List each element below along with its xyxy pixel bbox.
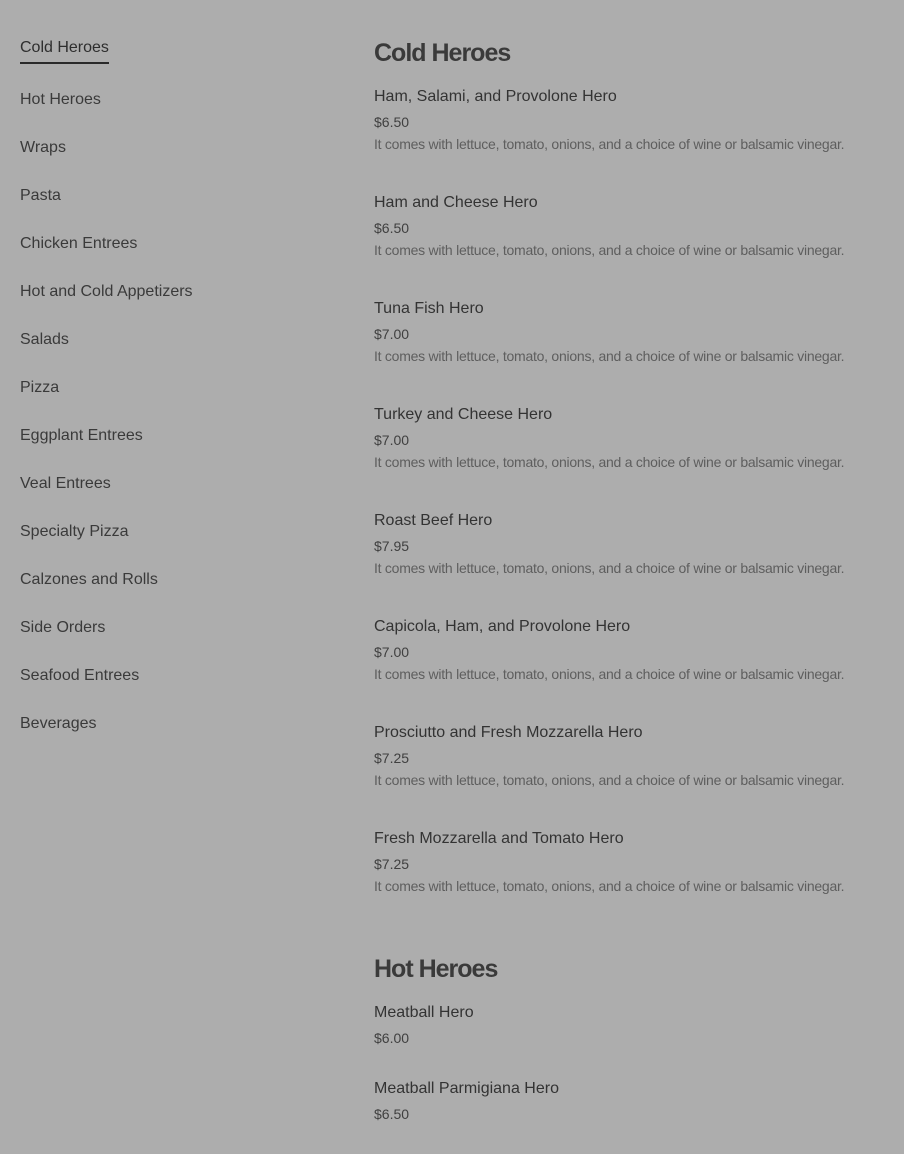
item-price: $7.25 [374,856,410,872]
nav-item-specialty-pizza[interactable] [20,520,320,568]
menu-item[interactable] [374,404,894,472]
nav-item-label: Eggplant Entrees [20,427,143,444]
menu-item[interactable] [374,828,894,896]
menu-item[interactable] [374,510,894,578]
item-description: It comes with lettuce, tomato, onions, and a choice of wine or balsamic vinegar. [374,136,845,152]
nav-item-label: Side Orders [20,619,106,636]
menu-content [374,36,894,1154]
nav-item-label: Hot Heroes [20,91,101,108]
nav-item-label: Chicken Entrees [20,235,138,252]
section-title: Cold Heroes [374,39,511,67]
section-title: Hot Heroes [374,955,498,983]
nav-item-hot-heroes[interactable] [20,88,320,136]
item-price: $7.00 [374,432,410,448]
nav-item-cold-heroes[interactable] [20,36,320,88]
nav-item-chicken-entrees[interactable] [20,232,320,280]
menu-item[interactable] [374,616,894,684]
menu-item[interactable] [374,1002,894,1048]
nav-item-veal-entrees[interactable] [20,472,320,520]
menu-item[interactable] [374,1078,894,1124]
nav-item-label: Hot and Cold Appetizers [20,283,193,300]
item-price: $7.00 [374,326,410,342]
menu-section-cold-heroes [374,36,894,896]
item-name: Turkey and Cheese Hero [374,406,553,423]
item-description: It comes with lettuce, tomato, onions, and a choice of wine or balsamic vinegar. [374,348,845,364]
item-name: Tuna Fish Hero [374,300,484,317]
item-description: It comes with lettuce, tomato, onions, and a choice of wine or balsamic vinegar. [374,454,845,470]
nav-item-hot-and-cold-appetizers[interactable] [20,280,320,328]
nav-item-pasta[interactable] [20,184,320,232]
item-price: $6.00 [374,1030,410,1046]
item-name: Meatball Hero [374,1004,474,1021]
nav-item-seafood-entrees[interactable] [20,664,320,712]
nav-item-label: Pizza [20,379,60,396]
item-name: Fresh Mozzarella and Tomato Hero [374,830,624,847]
nav-item-label: Cold Heroes [20,36,109,64]
nav-item-label: Wraps [20,139,66,156]
item-description: It comes with lettuce, tomato, onions, and a choice of wine or balsamic vinegar. [374,560,845,576]
nav-item-salads[interactable] [20,328,320,376]
nav-item-label: Seafood Entrees [20,667,140,684]
nav-item-wraps[interactable] [20,136,320,184]
nav-item-side-orders[interactable] [20,616,320,664]
item-name: Ham and Cheese Hero [374,194,538,211]
item-name: Ham, Salami, and Provolone Hero [374,88,617,105]
item-name: Prosciutto and Fresh Mozzarella Hero [374,724,643,741]
nav-item-calzones-and-rolls[interactable] [20,568,320,616]
nav-item-label: Salads [20,331,69,348]
nav-item-eggplant-entrees[interactable] [20,424,320,472]
nav-item-label: Pasta [20,187,61,204]
item-description: It comes with lettuce, tomato, onions, and a choice of wine or balsamic vinegar. [374,878,845,894]
item-price: $7.95 [374,538,410,554]
item-description: It comes with lettuce, tomato, onions, and a choice of wine or balsamic vinegar. [374,242,845,258]
item-price: $6.50 [374,114,410,130]
item-price: $7.25 [374,750,410,766]
nav-item-label: Calzones and Rolls [20,571,158,588]
nav-item-label: Beverages [20,715,97,732]
item-price: $6.50 [374,1106,410,1122]
nav-item-pizza[interactable] [20,376,320,424]
item-name: Capicola, Ham, and Provolone Hero [374,618,631,635]
menu-item[interactable] [374,722,894,790]
category-nav [20,36,320,760]
item-name: Meatball Parmigiana Hero [374,1080,559,1097]
menu-item[interactable] [374,192,894,260]
menu-section-hot-heroes [374,952,894,1124]
nav-item-label: Specialty Pizza [20,523,129,540]
item-price: $6.50 [374,220,410,236]
item-description: It comes with lettuce, tomato, onions, and a choice of wine or balsamic vinegar. [374,772,845,788]
menu-item[interactable] [374,298,894,366]
menu-item[interactable] [374,86,894,154]
item-description: It comes with lettuce, tomato, onions, and a choice of wine or balsamic vinegar. [374,666,845,682]
nav-item-beverages[interactable] [20,712,320,760]
nav-item-label: Veal Entrees [20,475,111,492]
item-name: Roast Beef Hero [374,512,493,529]
item-price: $7.00 [374,644,410,660]
